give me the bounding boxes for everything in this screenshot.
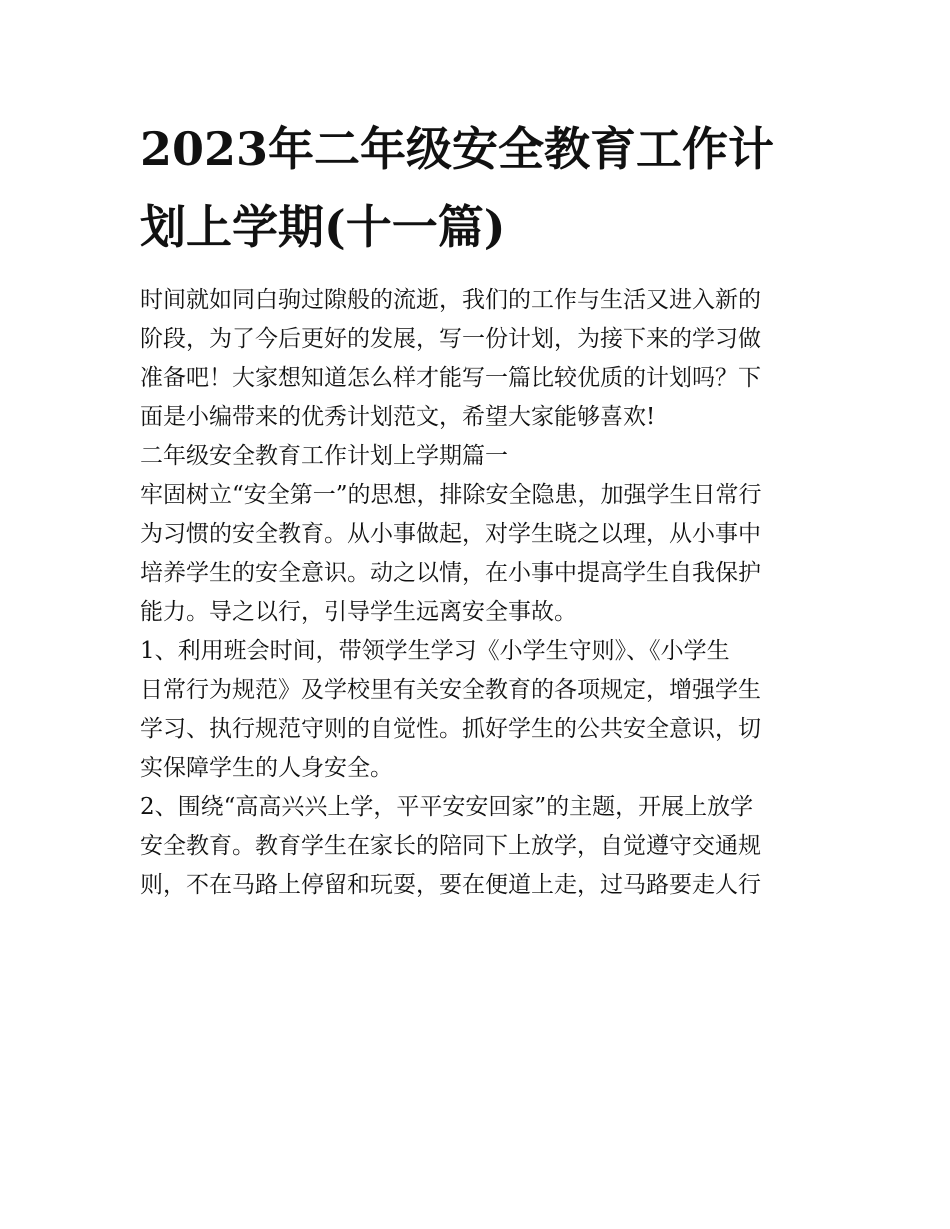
text-line: 培养学生的安全意识。动之以情，在小事中提高学生自我保护	[140, 560, 761, 586]
section-heading-text: 二年级安全教育工作计划上学期篇一	[140, 443, 508, 469]
text-line: 2、围绕“高高兴兴上学，平平安安回家”的主题，开展上放学	[140, 794, 754, 820]
title-line: 2023年二年级安全教育工作计	[140, 122, 775, 176]
text-line: 安全教育。教育学生在家长的陪同下上放学，自觉遵守交通规	[140, 833, 761, 859]
text-line: 面是小编带来的优秀计划范文，希望大家能够喜欢!	[140, 404, 656, 430]
paragraph-1	[140, 476, 820, 632]
text-line: 1、利用班会时间，带领学生学习《小学生守则》、《小学生	[140, 638, 730, 664]
text-line: 实保障学生的人身安全。	[140, 755, 393, 781]
text-line: 牢固树立“安全第一”的思想，排除安全隐患，加强学生日常行	[140, 482, 762, 508]
text-line: 日常行为规范》及学校里有关安全教育的各项规定，增强学生	[140, 677, 761, 703]
intro-paragraph	[140, 281, 820, 437]
list-item-1	[140, 632, 820, 788]
list-item-2	[140, 788, 820, 905]
text-line: 为习惯的安全教育。从小事做起，对学生晓之以理，从小事中	[140, 521, 761, 547]
document-body	[140, 281, 820, 905]
text-line: 准备吧！大家想知道怎么样才能写一篇比较优质的计划吗？下	[140, 365, 761, 391]
text-line: 学习、执行规范守则的自觉性。抓好学生的公共安全意识，切	[140, 716, 761, 742]
text-line: 则，不在马路上停留和玩耍，要在便道上走，过马路要走人行	[140, 872, 761, 898]
document-title	[140, 110, 820, 266]
text-line: 能力。导之以行，引导学生远离安全事故。	[140, 599, 577, 625]
section-heading	[140, 437, 820, 476]
title-line: 划上学期(十一篇)	[140, 200, 506, 254]
text-line: 时间就如同白驹过隙般的流逝，我们的工作与生活又进入新的	[140, 287, 761, 313]
text-line: 阶段，为了今后更好的发展，写一份计划，为接下来的学习做	[140, 326, 761, 352]
